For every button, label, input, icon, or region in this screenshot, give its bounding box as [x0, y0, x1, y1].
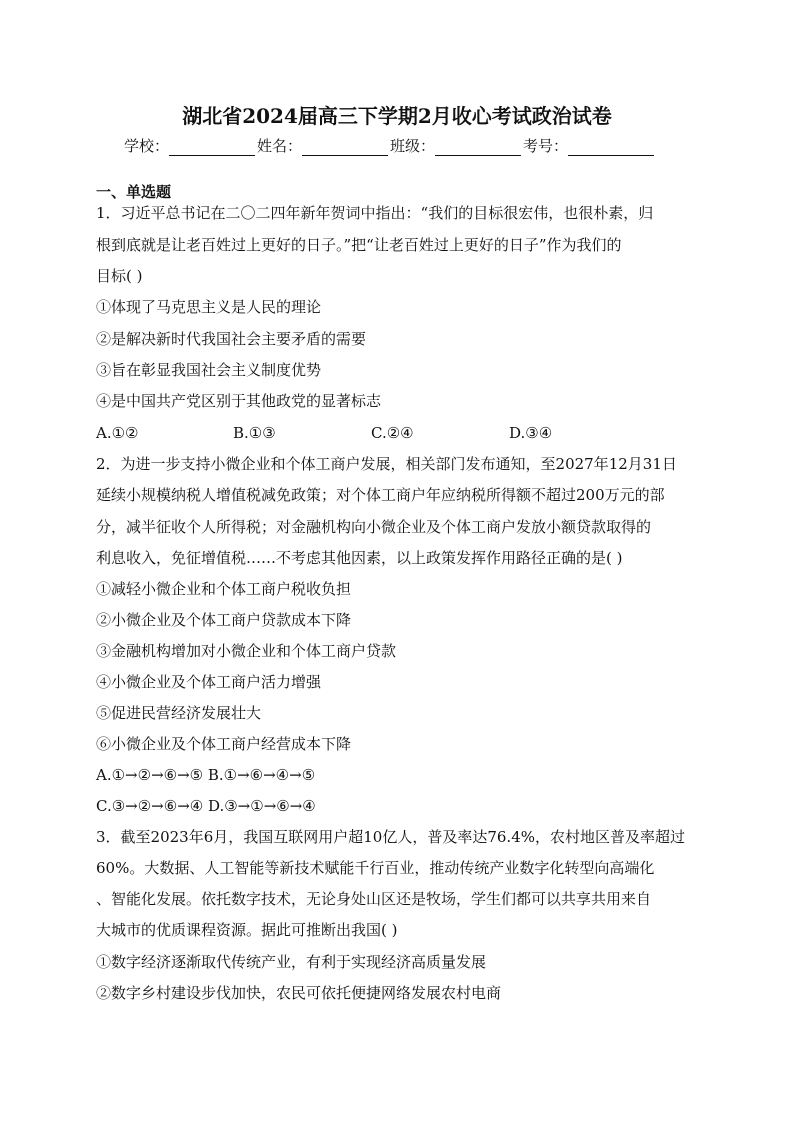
q2-statement: ⑥小微企业及个体工商户经营成本下降	[96, 735, 352, 753]
q2-statement: ③金融机构增加对小微企业和个体工商户贷款	[96, 642, 397, 660]
q1-statement: ②是解决新时代我国社会主要矛盾的需要	[96, 330, 367, 348]
q1-stem-line: 根到底就是让老百姓过上更好的日子。”把“让老百姓过上更好的日子”作为我们的	[96, 236, 622, 254]
q2-choices-row-1[interactable]: A.①→②→⑥→⑤ B.①→⑥→④→⑤	[96, 766, 316, 784]
q2-stem-line: 利息收入，免征增值税……不考虑其他因素，以上政策发挥作用路径正确的是( )	[96, 549, 623, 567]
q2-choices-row-2[interactable]: C.③→②→⑥→④ D.③→①→⑥→④	[96, 797, 316, 815]
q3-stem-line: 60%。大数据、人工智能等新技术赋能千行百业，推动传统产业数字化转型向高端化	[96, 859, 655, 877]
number-label: 考号：	[523, 137, 569, 155]
q1-stem-line: 1．习近平总书记在二〇二四年新年贺词中指出：“我们的目标很宏伟，也很朴素，归	[96, 204, 654, 222]
q2-stem-line: 分，减半征收个人所得税；对金融机构向小微企业及个体工商户发放小额贷款取得的	[96, 518, 652, 536]
number-blank[interactable]	[568, 141, 654, 156]
q1-choice-b[interactable]: B.①③	[233, 424, 276, 442]
q2-stem-line: 延续小规模纳税人增值税减免政策；对个体工商户年应纳税所得额不超过200万元的部	[96, 486, 665, 504]
class-label: 班级：	[390, 137, 436, 155]
q1-choice-d[interactable]: D.③④	[509, 424, 553, 442]
q3-stem-line: 大城市的优质课程资源。据此可推断出我国( )	[96, 921, 398, 939]
q1-statement: ③旨在彰显我国社会主义制度优势	[96, 361, 322, 379]
q3-statement: ①数字经济逐渐取代传统产业，有利于实现经济高质量发展	[96, 953, 487, 971]
q3-stem-line: 3．截至2023年6月，我国互联网用户超10亿人，普及率达76.4%，农村地区普及率超过	[96, 828, 686, 846]
q2-statement: ④小微企业及个体工商户活力增强	[96, 673, 322, 691]
name-label: 姓名：	[257, 137, 303, 155]
school-label: 学校：	[124, 137, 170, 155]
q1-statement: ④是中国共产党区别于其他政党的显著标志	[96, 392, 382, 410]
section-title: 一、单选题	[96, 183, 172, 201]
name-blank[interactable]	[302, 141, 388, 156]
page-title: 湖北省2024届高三下学期2月收心考试政治试卷	[182, 104, 612, 128]
q1-choice-a[interactable]: A.①②	[96, 424, 139, 442]
q1-stem-line: 目标( )	[96, 267, 143, 285]
q2-statement: ①减轻小微企业和个体工商户税收负担	[96, 580, 352, 598]
q3-stem-line: 、智能化发展。依托数字技术，无论身处山区还是牧场，学生们都可以共享共用来自	[96, 890, 652, 908]
q1-choice-c[interactable]: C.②④	[371, 424, 414, 442]
q3-statement: ②数字乡村建设步伐加快，农民可依托便捷网络发展农村电商	[96, 984, 502, 1002]
q2-statement: ⑤促进民营经济发展壮大	[96, 704, 262, 722]
student-info-row	[124, 135, 656, 156]
q2-statement: ②小微企业及个体工商户贷款成本下降	[96, 611, 352, 629]
school-blank[interactable]	[169, 141, 255, 156]
class-blank[interactable]	[435, 141, 521, 156]
q2-stem-line: 2．为进一步支持小微企业和个体工商户发展，相关部门发布通知，至2027年12月31日	[96, 455, 677, 473]
q1-statement: ①体现了马克思主义是人民的理论	[96, 298, 322, 316]
